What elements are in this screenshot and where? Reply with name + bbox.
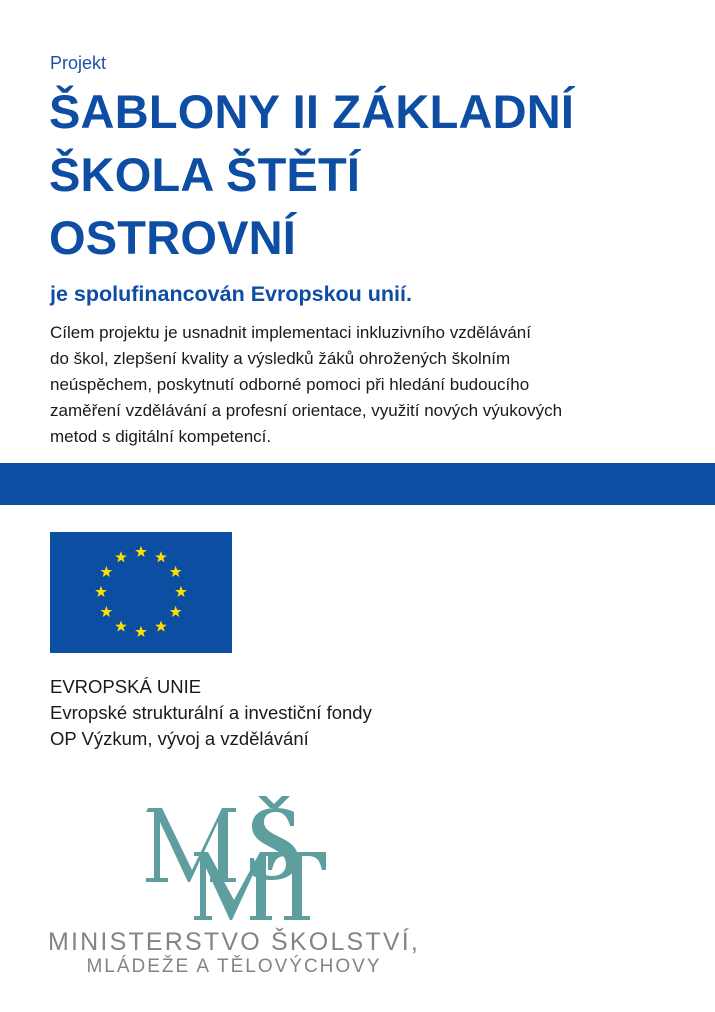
blue-divider-band [0,463,715,505]
cofinanced-subtitle: je spolufinancován Evropskou unií. [50,282,412,306]
eu-star-icon [100,606,112,617]
eu-line: Evropské strukturální a investiční fondy [50,702,372,723]
description-line: Cílem projektu je usnadnit implementaci inkluzivního vzdělávání [50,323,531,342]
eu-line: OP Výzkum, vývoj a vzdělávání [50,728,309,749]
description-line: neúspěchem, poskytnutí odborné pomoci při hledání budoucího [50,375,530,394]
eu-star-icon [95,586,107,597]
eu-star-icon [115,551,127,562]
ministry-name-line2: MLÁDEŽE A TĚLOVÝCHOVY [86,956,382,977]
project-description [50,320,700,450]
eu-star-icon [100,566,112,577]
msmt-logo-icon [140,796,330,931]
eu-star-icon [135,546,147,557]
description-line: do škol, zlepšení kvality a výsledků žáků ohrožených školním [50,349,511,368]
eu-star-icon [170,606,182,617]
eu-flag-icon [50,532,232,653]
eu-star-icon [155,551,167,562]
eu-text-block [50,674,372,752]
eu-star-icon [175,586,187,597]
project-title-line: OSTROVNÍ [49,211,297,264]
project-title-line: ŠKOLA ŠTĚTÍ [49,148,361,201]
eu-star-icon [135,626,147,637]
ministry-name-line1: MINISTERSTVO ŠKOLSTVÍ, [48,928,421,956]
eu-star-icon [170,566,182,577]
description-line: zaměření vzdělávání a profesní orientace, využití nových výukových [50,401,563,420]
eu-line: EVROPSKÁ UNIE [50,676,202,697]
project-title [49,80,689,269]
project-label: Projekt [50,53,107,73]
project-title-line: ŠABLONY II ZÁKLADNÍ [49,85,575,138]
description-line: metod s digitální kompetencí. [50,427,272,446]
eu-star-icon [155,620,167,631]
eu-star-icon [115,620,127,631]
